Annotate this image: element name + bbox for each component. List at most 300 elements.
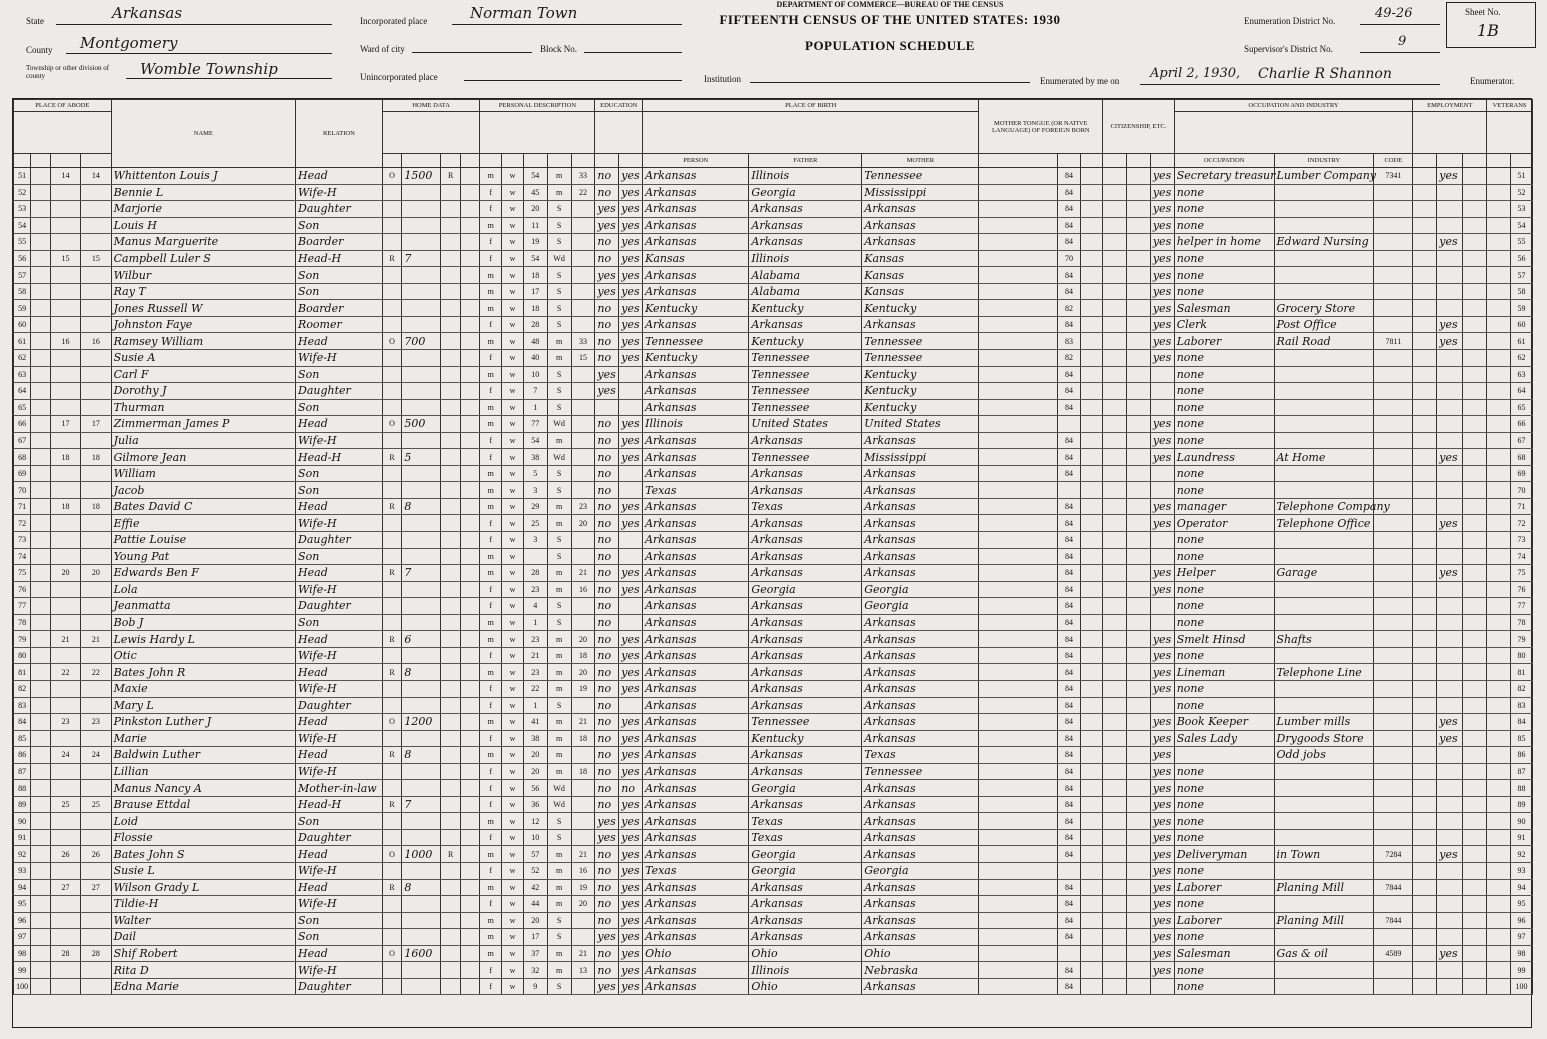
cell-occ: Clerk [1174, 316, 1274, 333]
line-number: 78 [14, 614, 31, 631]
cell-name: Lewis Hardy L [111, 631, 295, 648]
cell-work [1437, 813, 1463, 830]
cell-pb: Arkansas [643, 978, 749, 995]
cell-ind [1274, 896, 1374, 913]
cell-work [1437, 350, 1463, 367]
table-row [14, 680, 1533, 697]
cell-fb: Texas [749, 813, 862, 830]
cell-ind [1274, 929, 1374, 946]
cell-work [1437, 201, 1463, 218]
cell-own: O [382, 168, 402, 185]
cell-occ: Smelt Hinsd [1174, 631, 1274, 648]
col-industry: INDUSTRY [1274, 154, 1374, 168]
cell-fb: Tennessee [749, 350, 862, 367]
cell-empty [1413, 978, 1437, 995]
county-value: Montgomery [80, 34, 178, 52]
cell-eng: yes [1150, 747, 1174, 764]
block-label: Block No. [540, 44, 577, 54]
cell-sch: no [595, 350, 619, 367]
cell-occ: none [1174, 532, 1274, 549]
cell-empty [460, 383, 480, 400]
cell-empty [1487, 929, 1511, 946]
table-row [14, 333, 1533, 350]
cell-empty [1081, 366, 1103, 383]
cell-am [571, 316, 595, 333]
cell-empty [460, 465, 480, 482]
cell-ind [1274, 796, 1374, 813]
cell-work [1437, 680, 1463, 697]
cell-empty [1081, 796, 1103, 813]
cell-val [402, 465, 441, 482]
cell-am: 33 [571, 168, 595, 185]
cell-own [382, 978, 402, 995]
cell-dw [50, 399, 80, 416]
cell-sch: no [595, 416, 619, 433]
cell-empty [1413, 879, 1437, 896]
cell-name: Dorothy J [111, 383, 295, 400]
cell-empty [979, 978, 1057, 995]
cell-oc [1374, 548, 1413, 565]
cell-rel: Head [296, 498, 383, 515]
cell-empty [1103, 631, 1127, 648]
cell-empty [31, 250, 51, 267]
cell-val: 700 [402, 333, 441, 350]
cell-am [571, 796, 595, 813]
cell-empty [1463, 168, 1487, 185]
cell-val [402, 862, 441, 879]
cell-fam [81, 366, 111, 383]
cell-fam [81, 978, 111, 995]
cell-work: yes [1437, 565, 1463, 582]
cell-race: w [502, 416, 524, 433]
cell-empty [1463, 366, 1487, 383]
cell-sex: f [480, 862, 502, 879]
cell-am [571, 829, 595, 846]
cell-am: 33 [571, 333, 595, 350]
table-row [14, 780, 1533, 797]
cell-sex: m [480, 333, 502, 350]
cell-am [571, 432, 595, 449]
cell-code: 70 [1057, 250, 1081, 267]
cell-empty [31, 283, 51, 300]
cell-empty [1463, 184, 1487, 201]
cell-sex: f [480, 432, 502, 449]
cell-am [571, 747, 595, 764]
enumerated-label: Enumerated by me on [1040, 76, 1120, 86]
cell-empty [1413, 796, 1437, 813]
cell-empty [460, 730, 480, 747]
cell-rd: yes [619, 168, 643, 185]
cell-empty [460, 201, 480, 218]
cell-pb: Arkansas [643, 548, 749, 565]
cell-empty [1413, 465, 1437, 482]
cell-pb: Arkansas [643, 515, 749, 532]
line-number: 72 [14, 515, 31, 532]
cell-empty [1463, 763, 1487, 780]
cell-empty [31, 201, 51, 218]
line-number: 82 [14, 680, 31, 697]
table-row [14, 846, 1533, 863]
cell-empty [1126, 300, 1150, 317]
cell-empty [1413, 383, 1437, 400]
table-row [14, 962, 1533, 979]
cell-mb: Kansas [862, 267, 979, 284]
cell-race: w [502, 714, 524, 731]
cell-empty [1463, 283, 1487, 300]
cell-dw: 23 [50, 714, 80, 731]
cell-empty [1081, 316, 1103, 333]
cell-sch [595, 399, 619, 416]
cell-fb: Ohio [749, 978, 862, 995]
cell-sex: f [480, 449, 502, 466]
cell-oc [1374, 813, 1413, 830]
cell-rad [441, 581, 461, 598]
cell-am [571, 250, 595, 267]
cell-n: 87 [1510, 763, 1532, 780]
cell-empty [460, 945, 480, 962]
cell-rd: yes [619, 449, 643, 466]
cell-oc [1374, 697, 1413, 714]
line-number: 59 [14, 300, 31, 317]
cell-own: R [382, 631, 402, 648]
cell-sex: f [480, 978, 502, 995]
cell-sch: no [595, 763, 619, 780]
cell-empty [1126, 565, 1150, 582]
cell-fam [81, 283, 111, 300]
cell-empty [979, 416, 1057, 433]
line-number: 95 [14, 896, 31, 913]
cell-ind: Lumber Company [1274, 168, 1374, 185]
cell-empty [31, 449, 51, 466]
cell-empty [979, 896, 1057, 913]
cell-dw [50, 862, 80, 879]
cell-empty [1081, 945, 1103, 962]
cell-empty [1103, 482, 1127, 499]
cell-ind [1274, 548, 1374, 565]
cell-name: Carl F [111, 366, 295, 383]
cell-age: 28 [523, 316, 547, 333]
cell-rad [441, 929, 461, 946]
cell-age: 45 [523, 184, 547, 201]
cell-am: 20 [571, 664, 595, 681]
cell-race: w [502, 515, 524, 532]
cell-fam [81, 680, 111, 697]
cell-n: 91 [1510, 829, 1532, 846]
cell-empty [1413, 449, 1437, 466]
cell-sch: no [595, 747, 619, 764]
table-row [14, 465, 1533, 482]
cell-mb: Mississippi [862, 184, 979, 201]
table-row [14, 614, 1533, 631]
cell-age: 3 [523, 532, 547, 549]
cell-empty [460, 796, 480, 813]
cell-rel: Head [296, 714, 383, 731]
cell-age: 25 [523, 515, 547, 532]
cell-rd: yes [619, 796, 643, 813]
cell-am [571, 614, 595, 631]
cell-rel: Head [296, 846, 383, 863]
cell-age: 23 [523, 581, 547, 598]
cell-eng: yes [1150, 449, 1174, 466]
cell-pb: Arkansas [643, 217, 749, 234]
cell-val: 8 [402, 879, 441, 896]
cell-fb: Kentucky [749, 333, 862, 350]
cell-occ: Secretary treasur [1174, 168, 1274, 185]
table-row [14, 978, 1533, 995]
cell-rd: yes [619, 978, 643, 995]
cell-val [402, 234, 441, 251]
cell-sex: m [480, 465, 502, 482]
enumerator-label: Enumerator. [1470, 76, 1515, 86]
cell-empty [1413, 730, 1437, 747]
cell-mar: S [547, 829, 571, 846]
cell-oc: 7844 [1374, 879, 1413, 896]
cell-work [1437, 896, 1463, 913]
cell-sch: yes [595, 267, 619, 284]
cell-rd: yes [619, 929, 643, 946]
cell-empty [1081, 962, 1103, 979]
cell-oc [1374, 465, 1413, 482]
cell-age: 54 [523, 168, 547, 185]
cell-pb: Arkansas [643, 267, 749, 284]
cell-occ: Laborer [1174, 912, 1274, 929]
line-number: 74 [14, 548, 31, 565]
cell-rad [441, 217, 461, 234]
cell-empty [979, 614, 1057, 631]
cell-ind [1274, 465, 1374, 482]
col-mother: MOTHER [862, 154, 979, 168]
cell-empty [1103, 548, 1127, 565]
cell-fam [81, 598, 111, 615]
cell-empty [1126, 945, 1150, 962]
cell-own [382, 267, 402, 284]
cell-mar: S [547, 813, 571, 830]
cell-sch: no [595, 730, 619, 747]
cell-empty [1487, 896, 1511, 913]
cell-eng: yes [1150, 581, 1174, 598]
cell-age: 4 [523, 598, 547, 615]
cell-work [1437, 978, 1463, 995]
cell-sch: no [595, 465, 619, 482]
cell-oc [1374, 862, 1413, 879]
cell-empty [1126, 829, 1150, 846]
cell-code: 84 [1057, 697, 1081, 714]
cell-eng [1150, 548, 1174, 565]
cell-empty [1487, 680, 1511, 697]
cell-mar: m [547, 515, 571, 532]
cell-mar: S [547, 978, 571, 995]
cell-rel: Son [296, 482, 383, 499]
cell-empty [31, 896, 51, 913]
cell-rd [619, 366, 643, 383]
cell-sch: no [595, 482, 619, 499]
cell-mb: Arkansas [862, 316, 979, 333]
cell-rad [441, 399, 461, 416]
cell-name: Rita D [111, 962, 295, 979]
cell-empty [31, 383, 51, 400]
cell-work [1437, 647, 1463, 664]
cell-ind [1274, 482, 1374, 499]
group-occupation: OCCUPATION AND INDUSTRY [1174, 100, 1413, 112]
cell-ind [1274, 350, 1374, 367]
cell-mar: m [547, 714, 571, 731]
cell-oc [1374, 780, 1413, 797]
cell-empty [31, 697, 51, 714]
cell-rad [441, 796, 461, 813]
cell-fb: Tennessee [749, 366, 862, 383]
cell-empty [1081, 548, 1103, 565]
cell-fb: Arkansas [749, 234, 862, 251]
table-row [14, 829, 1533, 846]
cell-n: 57 [1510, 267, 1532, 284]
cell-sex: f [480, 581, 502, 598]
cell-rad [441, 532, 461, 549]
cell-rd: yes [619, 300, 643, 317]
cell-empty [1081, 664, 1103, 681]
cell-sex: f [480, 647, 502, 664]
cell-rel: Head [296, 416, 383, 433]
cell-empty [1081, 747, 1103, 764]
cell-empty [1487, 234, 1511, 251]
line-number: 79 [14, 631, 31, 648]
cell-sch: yes [595, 283, 619, 300]
cell-empty [1081, 730, 1103, 747]
cell-eng: yes [1150, 316, 1174, 333]
enumerated-date: April 2, 1930, [1150, 66, 1241, 81]
cell-empty [460, 598, 480, 615]
cell-age: 17 [523, 929, 547, 946]
cell-code: 84 [1057, 283, 1081, 300]
cell-oc [1374, 416, 1413, 433]
cell-pb: Arkansas [643, 796, 749, 813]
cell-val [402, 697, 441, 714]
institution-label: Institution [704, 74, 742, 84]
cell-empty [1081, 813, 1103, 830]
cell-rel: Daughter [296, 978, 383, 995]
enum-district-value: 49-26 [1375, 6, 1413, 21]
cell-fam [81, 350, 111, 367]
cell-val [402, 896, 441, 913]
cell-empty [1487, 780, 1511, 797]
cell-ind: Garage [1274, 565, 1374, 582]
cell-empty [1103, 680, 1127, 697]
cell-empty [31, 515, 51, 532]
cell-empty [1463, 929, 1487, 946]
cell-fam: 24 [81, 747, 111, 764]
group-birth: PLACE OF BIRTH [643, 100, 979, 112]
cell-fb: Arkansas [749, 515, 862, 532]
cell-race: w [502, 465, 524, 482]
cell-val [402, 962, 441, 979]
line-number: 83 [14, 697, 31, 714]
cell-eng [1150, 399, 1174, 416]
cell-dw: 14 [50, 168, 80, 185]
line-number: 84 [14, 714, 31, 731]
cell-code: 84 [1057, 449, 1081, 466]
cell-sex: m [480, 747, 502, 764]
cell-mb: Arkansas [862, 664, 979, 681]
cell-rad [441, 416, 461, 433]
cell-oc [1374, 978, 1413, 995]
cell-fam [81, 201, 111, 218]
line-number: 96 [14, 912, 31, 929]
cell-empty [1081, 829, 1103, 846]
cell-rad [441, 498, 461, 515]
cell-empty [1413, 482, 1437, 499]
cell-fb: Arkansas [749, 763, 862, 780]
cell-name: Bennie L [111, 184, 295, 201]
cell-empty [1126, 780, 1150, 797]
col-occupation: OCCUPATION [1174, 154, 1274, 168]
table-row [14, 647, 1533, 664]
cell-empty [979, 680, 1057, 697]
cell-n: 94 [1510, 879, 1532, 896]
cell-empty [1103, 283, 1127, 300]
enumerator-name: Charlie R Shannon [1258, 66, 1392, 82]
cell-empty [979, 217, 1057, 234]
table-row [14, 201, 1533, 218]
cell-mar: m [547, 879, 571, 896]
cell-empty [460, 217, 480, 234]
cell-code [1057, 945, 1081, 962]
cell-ind [1274, 432, 1374, 449]
cell-dw: 20 [50, 565, 80, 582]
cell-rd: yes [619, 664, 643, 681]
cell-sex: f [480, 829, 502, 846]
cell-rd: yes [619, 647, 643, 664]
cell-val [402, 598, 441, 615]
cell-empty [1103, 383, 1127, 400]
cell-own: O [382, 945, 402, 962]
cell-code: 82 [1057, 300, 1081, 317]
cell-sch: no [595, 862, 619, 879]
cell-empty [460, 780, 480, 797]
cell-own [382, 813, 402, 830]
cell-code: 84 [1057, 614, 1081, 631]
cell-name: Baldwin Luther [111, 747, 295, 764]
line-number: 94 [14, 879, 31, 896]
cell-empty [1463, 962, 1487, 979]
cell-empty [1081, 383, 1103, 400]
cell-empty [1413, 184, 1437, 201]
cell-rel: Daughter [296, 829, 383, 846]
cell-val [402, 763, 441, 780]
cell-empty [1081, 631, 1103, 648]
cell-oc [1374, 234, 1413, 251]
cell-ind: Edward Nursing [1274, 234, 1374, 251]
cell-empty [460, 300, 480, 317]
cell-n: 77 [1510, 598, 1532, 615]
cell-oc [1374, 432, 1413, 449]
cell-n: 89 [1510, 796, 1532, 813]
cell-mb: Arkansas [862, 929, 979, 946]
cell-rad [441, 829, 461, 846]
cell-age: 20 [523, 912, 547, 929]
cell-empty [1463, 631, 1487, 648]
enum-district-label: Enumeration District No. [1244, 16, 1336, 26]
cell-mb: Arkansas [862, 896, 979, 913]
cell-own [382, 730, 402, 747]
cell-fam [81, 896, 111, 913]
cell-race: w [502, 978, 524, 995]
table-row [14, 399, 1533, 416]
cell-rd: yes [619, 730, 643, 747]
cell-dw [50, 962, 80, 979]
cell-rel: Son [296, 465, 383, 482]
cell-name: Susie A [111, 350, 295, 367]
cell-empty [31, 763, 51, 780]
cell-work [1437, 862, 1463, 879]
